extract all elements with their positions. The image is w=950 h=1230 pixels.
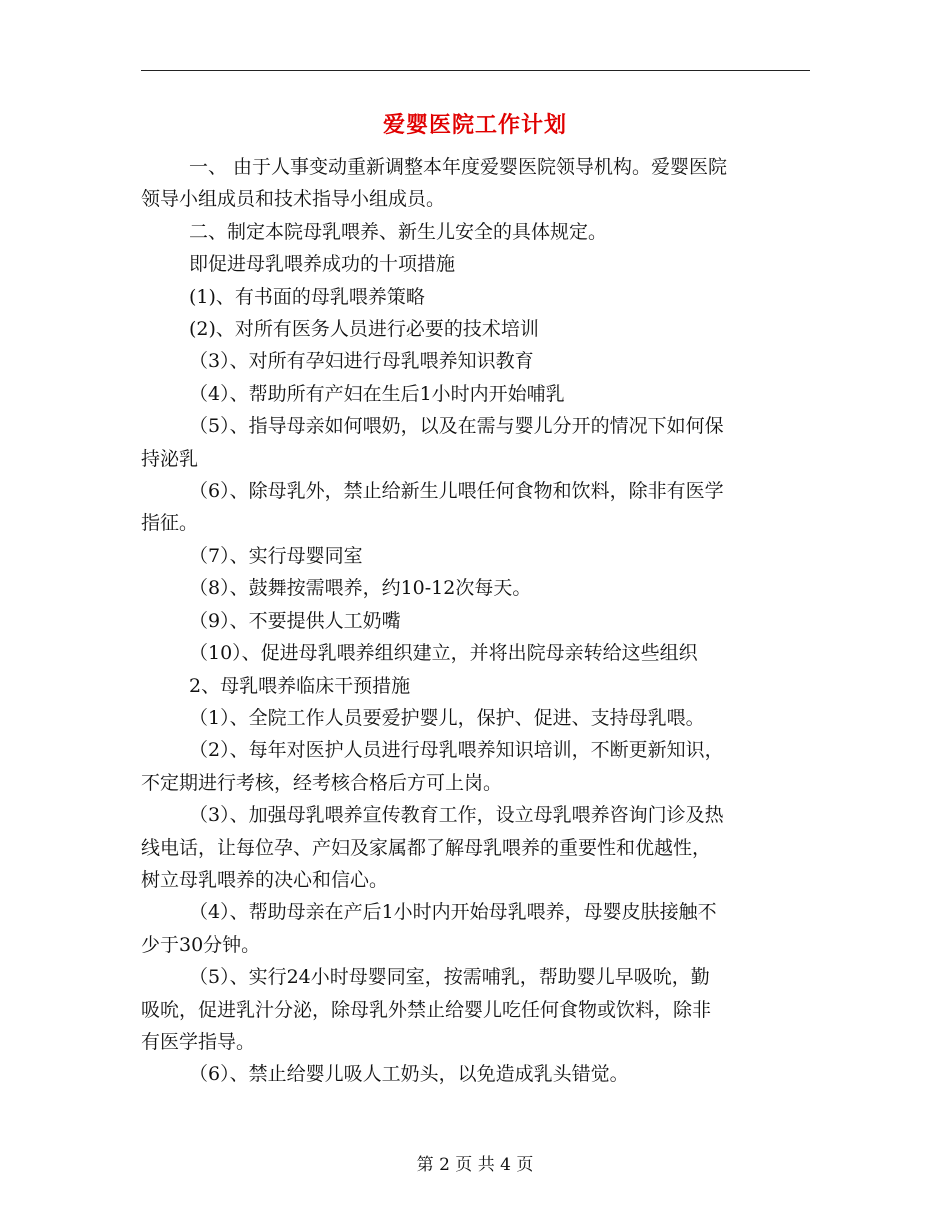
page-number-footer: 第 2 页 共 4 页	[416, 1155, 534, 1175]
list-item: （8）、鼓舞按需喂养，约10-12次每天。	[189, 577, 532, 600]
list-item: （4）、帮助所有产妇在生后1小时内开始哺乳	[189, 382, 565, 405]
list-item: （4）、帮助母亲在产后1小时内开始母乳喂养，母婴皮肤接触不	[189, 901, 717, 924]
list-item-cont: 线电话，让每位孕、产妇及家属都了解母乳喂养的重要性和优越性，	[141, 836, 712, 859]
list-item: (1)、有书面的母乳喂养策略	[189, 285, 425, 308]
document-title: 爱婴医院工作计划	[382, 112, 567, 138]
list-item-cont: 不定期进行考核，经考核合格后方可上岗。	[141, 771, 503, 794]
list-item: （6）、除母乳外，禁止给新生儿喂任何食物和饮料，除非有医学	[189, 480, 724, 503]
list-item: （3）、对所有孕妇进行母乳喂养知识教育	[189, 350, 534, 373]
paragraph-clinical-heading: 2、母乳喂养临床干预措施	[189, 674, 411, 697]
list-item-cont: 树立母乳喂养的决心和信心。	[141, 868, 389, 891]
list-item-cont: 有医学指导。	[141, 1030, 256, 1053]
document-body	[141, 151, 810, 1091]
list-item: （1）、全院工作人员要爱护婴儿，保护、促进、支持母乳喂。	[189, 706, 705, 729]
list-item: (2)、对所有医务人员进行必要的技术培训	[189, 318, 539, 341]
list-item-cont: 指征。	[141, 512, 199, 535]
list-item-cont: 持泌乳	[141, 447, 199, 470]
list-item: （3）、加强母乳喂养宣传教育工作，设立母乳喂养咨询门诊及热	[189, 804, 724, 827]
list-item: （5）、实行24小时母婴同室，按需哺乳，帮助婴儿早吸吮，勤	[189, 966, 710, 989]
paragraph-ten-measures-heading: 即促进母乳喂养成功的十项措施	[189, 253, 456, 276]
paragraph-leadership: 一、 由于人事变动重新调整本年度爱婴医院领导机构。爱婴医院	[189, 156, 728, 178]
list-item-cont: 吸吮，促进乳汁分泌，除母乳外禁止给婴儿吃任何食物或饮料，除非	[141, 998, 712, 1021]
list-item: （2）、每年对医护人员进行母乳喂养知识培训，不断更新知识，	[189, 739, 724, 762]
list-item: （9）、不要提供人工奶嘴	[189, 609, 401, 632]
list-item: （10）、促进母乳喂养组织建立，并将出院母亲转给这些组织	[189, 642, 698, 665]
list-item: （7）、实行母婴同室	[189, 544, 363, 567]
list-item: （6）、禁止给婴儿吸人工奶头，以免造成乳头错觉。	[189, 1063, 629, 1086]
paragraph-regulations: 二、制定本院母乳喂养、新生儿安全的具体规定。	[189, 220, 608, 243]
header-rule	[141, 70, 810, 71]
list-item-cont: 少于30分钟。	[141, 933, 261, 956]
list-item: （5）、指导母亲如何喂奶，以及在需与婴儿分开的情况下如何保	[189, 415, 724, 438]
paragraph-leadership-cont: 领导小组成员和技术指导小组成员。	[141, 188, 446, 211]
